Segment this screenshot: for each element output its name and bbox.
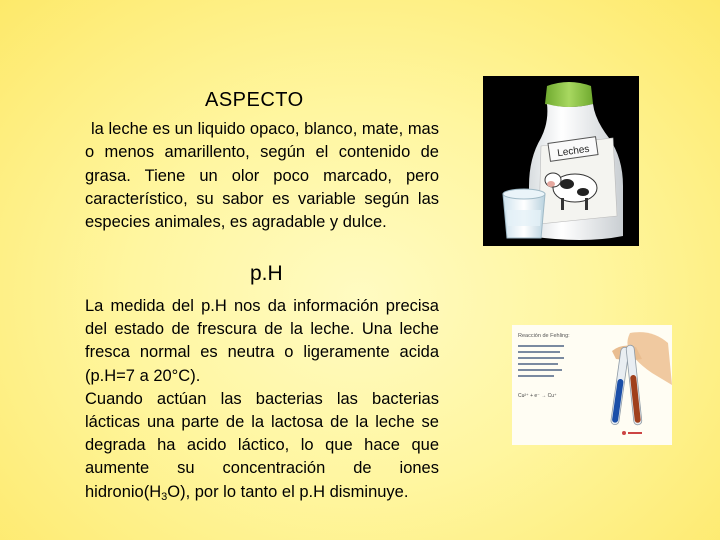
milk-bottle-illustration: [483, 76, 639, 246]
ph-paragraph-2-start: Cuando actúan las bacterias las bacterias lácticas una parte de la lactosa de la leche se degrada ha acido láctico, lo que hace que aumente su concentración de iones hidronio(H: [85, 389, 439, 501]
ph-heading: p.H: [250, 262, 283, 285]
test-tubes-image: [512, 325, 672, 445]
test-tubes-illustration: [512, 325, 672, 445]
ph-subscript: 3: [161, 490, 168, 503]
milk-bottle-label: Leches: [556, 143, 591, 160]
aspecto-heading: ASPECTO: [205, 89, 304, 111]
ph-paragraph: [85, 295, 439, 504]
test-title: Reacción de Fehling:: [518, 333, 570, 339]
milk-bottle-image: [483, 76, 639, 246]
aspecto-paragraph: la leche es un liquido opaco, blanco, mate, mas o menos amarillento, según el contenido de grasa. Tiene un olor poco marcado, pero característico, su sabor es variable según las especies animales, es agradable y dulce.: [85, 120, 439, 232]
ph-paragraph-2-end: O), por lo tanto el p.H disminuye.: [167, 482, 409, 501]
ph-paragraph-2: [85, 388, 439, 504]
test-formula: Cu²⁺ + e⁻ → Cu⁺: [518, 393, 557, 399]
ph-paragraph-1: La medida del p.H nos da información precisa del estado de frescura de la leche. Una leche fresca normal es neutra o ligeramente acida (p.H=7 a 20°C).: [85, 297, 439, 385]
